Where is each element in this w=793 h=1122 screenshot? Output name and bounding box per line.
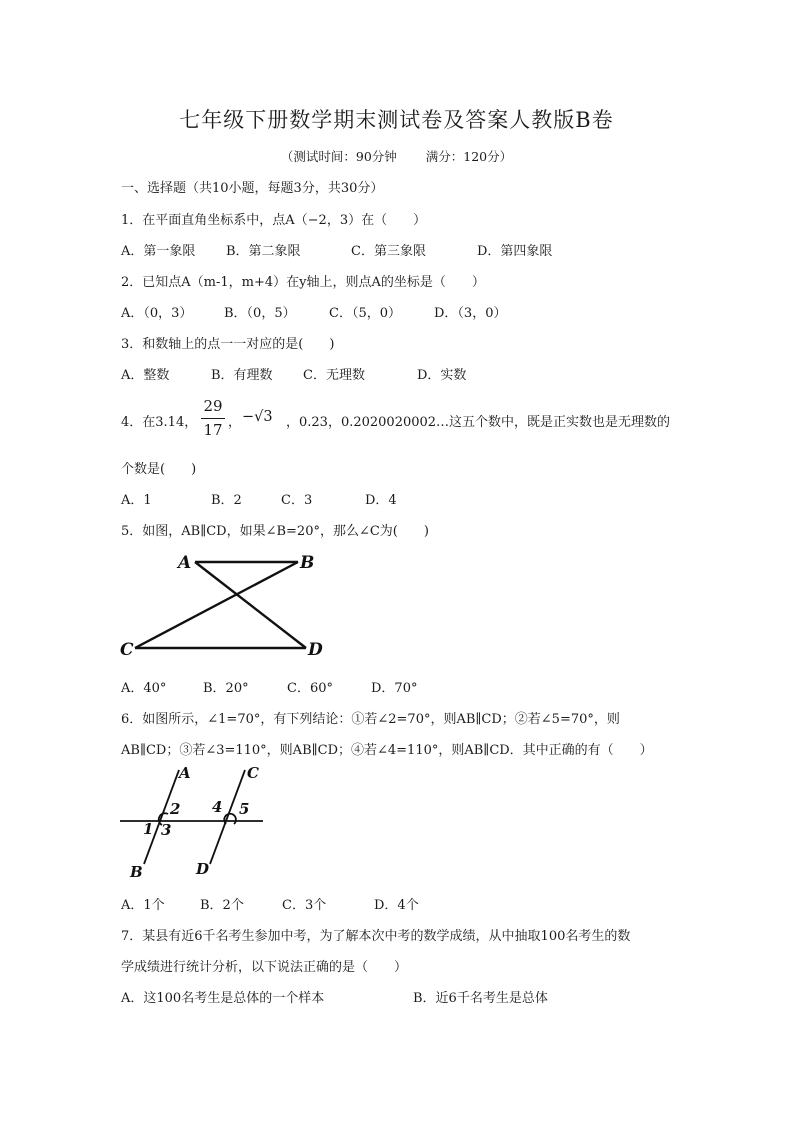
q3-option-b: B．有理数 <box>211 368 273 383</box>
q4-option-d: D．4 <box>365 493 397 508</box>
q6-option-b: B．2个 <box>200 898 244 913</box>
label-b: B <box>300 553 315 573</box>
parallel-lines-figure-q5 <box>110 545 335 663</box>
q2-option-d: D．（3，0） <box>434 306 507 321</box>
q4-option-b: B．2 <box>211 493 242 508</box>
question-6-stem-line1: 6．如图所示，∠1=70°，有下列结论：①若∠2=70°，则AB∥CD；②若∠5=70°，则 <box>121 712 620 727</box>
q1-option-b: B．第二象限 <box>226 244 301 259</box>
q3-option-c: C．无理数 <box>303 368 365 383</box>
angle-label-4: 4 <box>212 798 223 816</box>
question-5-stem: 5．如图，AB∥CD，如果∠B=20°，那么∠C为( ) <box>121 524 429 539</box>
angle-arc-5 <box>232 814 236 824</box>
question-4-stem-line2: 个数是( ) <box>121 462 197 477</box>
q5-option-d: D．70° <box>371 681 418 696</box>
transversal-figure-q6 <box>110 762 275 884</box>
angle-label-3: 3 <box>161 821 172 839</box>
fraction-numerator: 29 <box>203 397 223 415</box>
angle-label-2: 2 <box>170 800 181 818</box>
q2-option-b: B．（0，5） <box>224 306 296 321</box>
q2-option-a: A．（0，3） <box>121 306 193 321</box>
question-3-stem: 3．和数轴上的点一一对应的是( ) <box>121 337 335 352</box>
question-1-stem: 1．在平面直角坐标系中，点A（−2，3）在（ ） <box>121 213 427 228</box>
label-a: A <box>178 553 192 573</box>
q5-option-c: C．60° <box>287 681 333 696</box>
label-a: A <box>179 764 191 782</box>
label-d: D <box>308 640 323 660</box>
section-heading: 一、选择题（共10小题，每题3分，共30分） <box>121 181 384 196</box>
label-c: C <box>120 640 134 660</box>
segment-ad <box>195 562 306 648</box>
q5-option-a: A．40° <box>121 681 167 696</box>
q4-option-c: C．3 <box>281 493 313 508</box>
question-7-stem-line1: 7．某县有近6千名考生参加中考，为了解本次中考的数学成绩，从中抽取100名考生的数 <box>121 929 631 944</box>
question-4-stem-suffix: ，0.23，0.2020020002…这五个数中，既是正实数也是无理数的 <box>286 415 671 430</box>
q6-option-c: C．3个 <box>282 898 327 913</box>
fraction-comma: ， <box>228 415 242 430</box>
question-7-stem-line2: 学成绩进行统计分析，以下说法正确的是（ ） <box>121 960 408 975</box>
q3-option-d: D．实数 <box>417 368 467 383</box>
negative-sqrt-three: −√3 <box>242 409 273 425</box>
q4-option-a: A．1 <box>121 493 152 508</box>
segment-bc <box>135 562 298 648</box>
question-4-stem-prefix: 4．在3.14， <box>121 415 198 430</box>
fraction-bar <box>201 418 225 419</box>
q1-option-d: D．第四象限 <box>477 244 553 259</box>
q6-option-d: D．4个 <box>374 898 419 913</box>
angle-label-1: 1 <box>143 820 154 838</box>
label-d: D <box>196 860 210 878</box>
page-title: 七年级下册数学期末测试卷及答案人教版B卷 <box>179 108 614 132</box>
q5-option-b: B．20° <box>203 681 249 696</box>
q3-option-a: A．整数 <box>121 368 170 383</box>
question-6-stem-line2: AB∥CD；③若∠3=110°，则AB∥CD；④若∠4=110°，则AB∥CD．其中正确的有（ ） <box>121 743 653 758</box>
q1-option-a: A．第一象限 <box>121 244 196 259</box>
q6-option-a: A．1个 <box>121 898 165 913</box>
label-c: C <box>247 764 259 782</box>
q7-option-b: B．近6千名考生是总体 <box>413 991 548 1006</box>
question-2-stem: 2．已知点A（m-1，m+4）在y轴上，则点A的坐标是（ ） <box>121 275 485 290</box>
label-b: B <box>130 863 143 881</box>
exam-info: （测试时间：90分钟 满分：120分） <box>280 149 513 164</box>
q1-option-c: C．第三象限 <box>351 244 426 259</box>
q7-option-a: A．这100名考生是总体的一个样本 <box>121 991 325 1006</box>
fraction-denominator: 17 <box>203 421 223 439</box>
angle-label-5: 5 <box>239 800 250 818</box>
q2-option-c: C．（5，0） <box>329 306 401 321</box>
